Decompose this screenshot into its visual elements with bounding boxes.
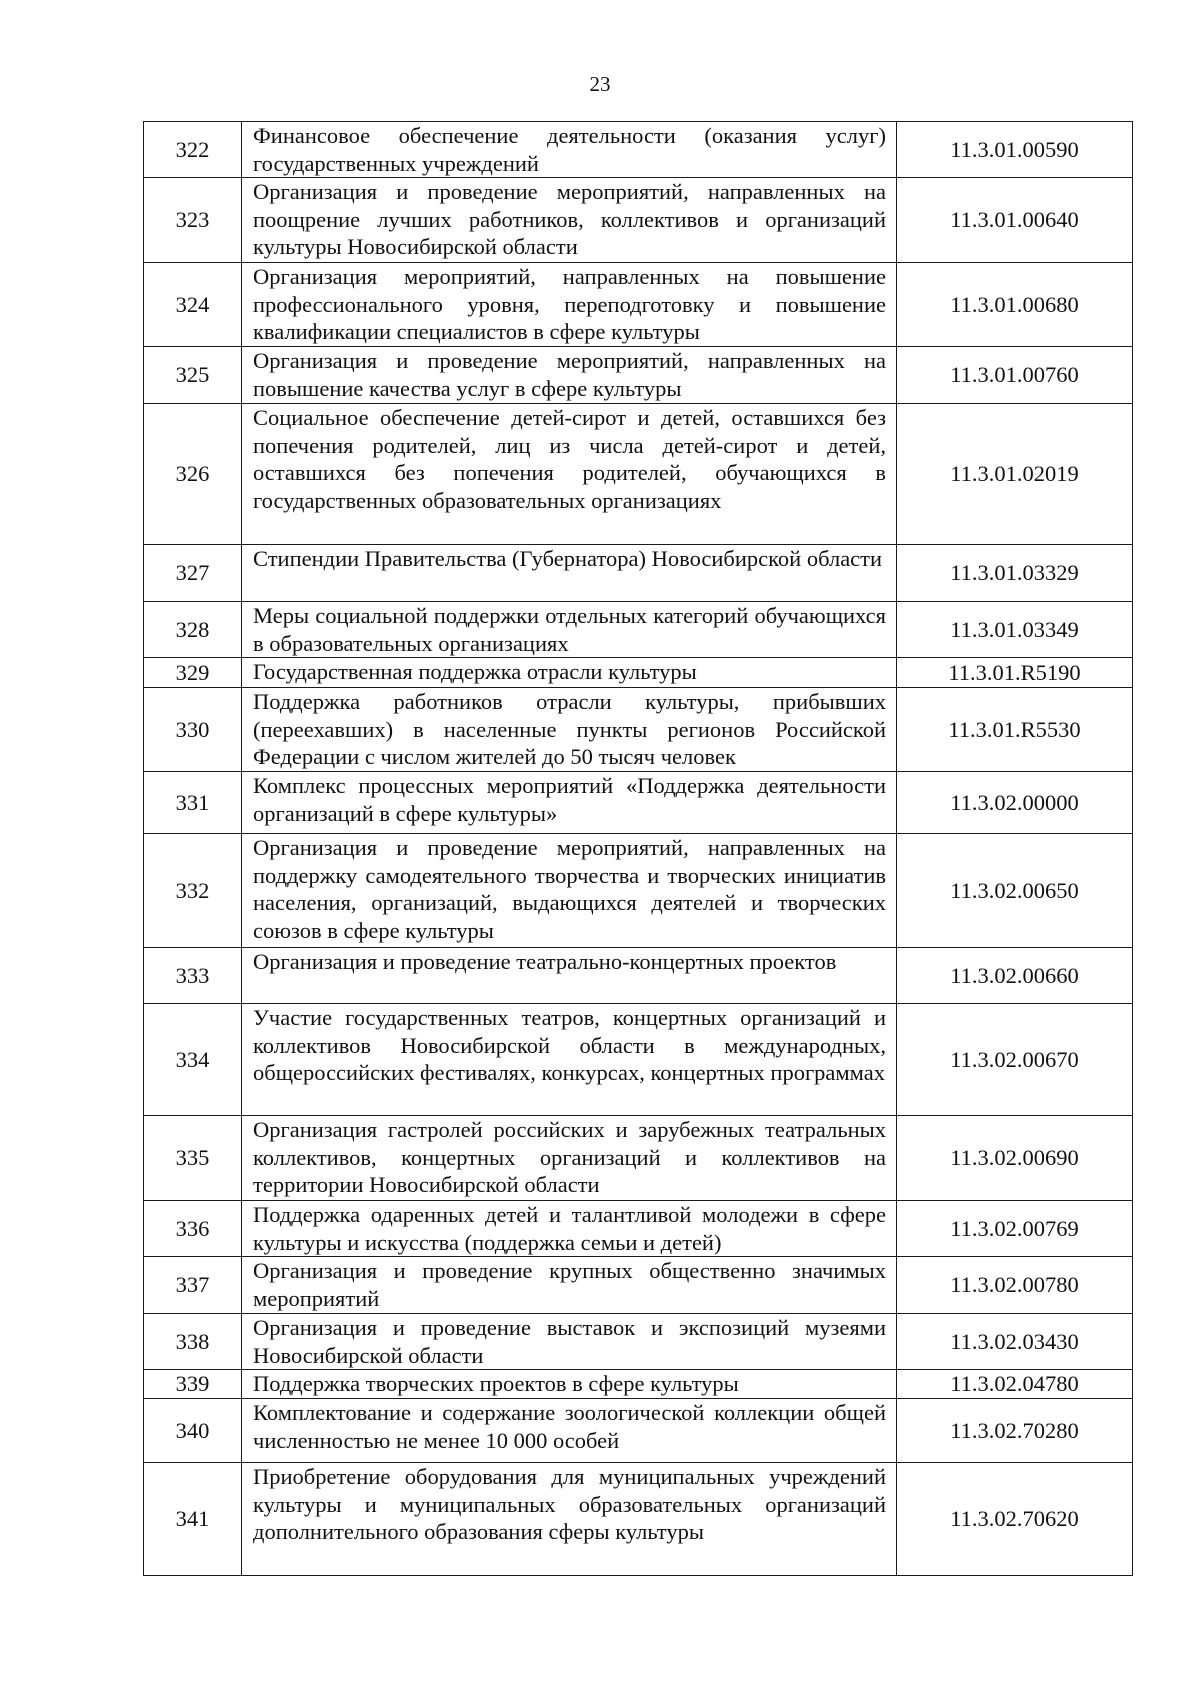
table-row: [144, 347, 1133, 404]
table-row: [144, 772, 1133, 834]
table-row: [144, 834, 1133, 948]
row-code: 11.3.01.03349: [897, 602, 1133, 658]
row-name: Организация мероприятий, направленных на повышение профессионального уровня, переподготовку и повышение квалификации специалистов в сфере культуры: [242, 263, 897, 347]
table-row: [144, 178, 1133, 263]
table-row: [144, 602, 1133, 658]
row-name: Организация и проведение выставок и экспозиций музеями Новосибирской области: [242, 1314, 897, 1370]
row-number: 340: [144, 1399, 242, 1463]
row-name: Организация и проведение театрально-концертных проектов: [242, 948, 897, 1004]
row-code: 11.3.02.00670: [897, 1004, 1133, 1116]
row-name: Участие государственных театров, концертных организаций и коллективов Новосибирской области в международных, общероссийских фестивалях, конкурсах, концертных программах: [242, 1004, 897, 1116]
row-code: 11.3.01.00680: [897, 263, 1133, 347]
row-code: 11.3.01.03329: [897, 545, 1133, 602]
table-row: [144, 1314, 1133, 1370]
table-row: [144, 948, 1133, 1004]
table-row: [144, 658, 1133, 688]
row-number: 339: [144, 1370, 242, 1399]
row-number: 327: [144, 545, 242, 602]
row-number: 325: [144, 347, 242, 404]
row-code: 11.3.02.00769: [897, 1201, 1133, 1257]
row-name: Организация и проведение крупных общественно значимых мероприятий: [242, 1257, 897, 1314]
row-code: 11.3.02.00000: [897, 772, 1133, 834]
table-row: [144, 1004, 1133, 1116]
row-name: Социальное обеспечение детей-сирот и детей, оставшихся без попечения родителей, лиц из числа детей-сирот и детей, оставшихся без попечения родителей, обучающихся в государственных образовательных организациях: [242, 404, 897, 545]
row-number: 331: [144, 772, 242, 834]
row-code: 11.3.01.R5190: [897, 658, 1133, 688]
row-name: Поддержка одаренных детей и талантливой молодежи в сфере культуры и искусства (поддержка семьи и детей): [242, 1201, 897, 1257]
row-name: Комплекс процессных мероприятий «Поддержка деятельности организаций в сфере культуры»: [242, 772, 897, 834]
row-number: 323: [144, 178, 242, 263]
row-name: Приобретение оборудования для муниципальных учреждений культуры и муниципальных образовательных организаций дополнительного образования сферы культуры: [242, 1463, 897, 1576]
row-code: 11.3.02.00650: [897, 834, 1133, 948]
row-number: 322: [144, 122, 242, 178]
row-number: 328: [144, 602, 242, 658]
row-name: Меры социальной поддержки отдельных категорий обучающихся в образовательных организациях: [242, 602, 897, 658]
row-code: 11.3.01.00760: [897, 347, 1133, 404]
row-name: Организация и проведение мероприятий, направленных на поддержку самодеятельного творчества и творческих инициатив населения, организаций, выдающихся деятелей и творческих союзов в сфере культуры: [242, 834, 897, 948]
table-row: [144, 1399, 1133, 1463]
row-number: 330: [144, 688, 242, 772]
row-code: 11.3.02.70620: [897, 1463, 1133, 1576]
row-number: 324: [144, 263, 242, 347]
table-row: [144, 545, 1133, 602]
page-number: 23: [589, 72, 611, 96]
row-name: Комплектование и содержание зоологической коллекции общей численностью не менее 10 000 особей: [242, 1399, 897, 1463]
table-row: [144, 1370, 1133, 1399]
table-row: [144, 404, 1133, 545]
row-name: Финансовое обеспечение деятельности (оказания услуг) государственных учреждений: [242, 122, 897, 178]
row-code: 11.3.02.03430: [897, 1314, 1133, 1370]
table-row: [144, 1116, 1133, 1201]
row-number: 329: [144, 658, 242, 688]
table-row: [144, 688, 1133, 772]
budget-codes-table: [143, 121, 1133, 1576]
row-code: 11.3.02.00660: [897, 948, 1133, 1004]
row-code: 11.3.02.00780: [897, 1257, 1133, 1314]
table-row: [144, 1463, 1133, 1576]
row-code: 11.3.01.00590: [897, 122, 1133, 178]
row-number: 338: [144, 1314, 242, 1370]
row-number: 326: [144, 404, 242, 545]
table-row: [144, 122, 1133, 178]
row-number: 336: [144, 1201, 242, 1257]
table-row: [144, 1201, 1133, 1257]
row-code: 11.3.02.70280: [897, 1399, 1133, 1463]
row-code: 11.3.01.R5530: [897, 688, 1133, 772]
row-number: 333: [144, 948, 242, 1004]
row-name: Поддержка работников отрасли культуры, прибывших (переехавших) в населенные пункты регионов Российской Федерации с числом жителей до 50 тысяч человек: [242, 688, 897, 772]
row-name: Государственная поддержка отрасли культуры: [242, 658, 897, 688]
row-name: Организация гастролей российских и зарубежных театральных коллективов, концертных организаций и коллективов на территории Новосибирской области: [242, 1116, 897, 1201]
row-number: 334: [144, 1004, 242, 1116]
row-code: 11.3.02.00690: [897, 1116, 1133, 1201]
row-name: Организация и проведение мероприятий, направленных на поощрение лучших работников, коллективов и организаций культуры Новосибирской области: [242, 178, 897, 263]
table-row: [144, 263, 1133, 347]
row-name: Организация и проведение мероприятий, направленных на повышение качества услуг в сфере культуры: [242, 347, 897, 404]
row-name: Поддержка творческих проектов в сфере культуры: [242, 1370, 897, 1399]
row-code: 11.3.01.02019: [897, 404, 1133, 545]
row-number: 332: [144, 834, 242, 948]
row-number: 335: [144, 1116, 242, 1201]
row-number: 341: [144, 1463, 242, 1576]
table-row: [144, 1257, 1133, 1314]
row-code: 11.3.01.00640: [897, 178, 1133, 263]
row-name: Стипендии Правительства (Губернатора) Новосибирской области: [242, 545, 897, 602]
row-code: 11.3.02.04780: [897, 1370, 1133, 1399]
row-number: 337: [144, 1257, 242, 1314]
